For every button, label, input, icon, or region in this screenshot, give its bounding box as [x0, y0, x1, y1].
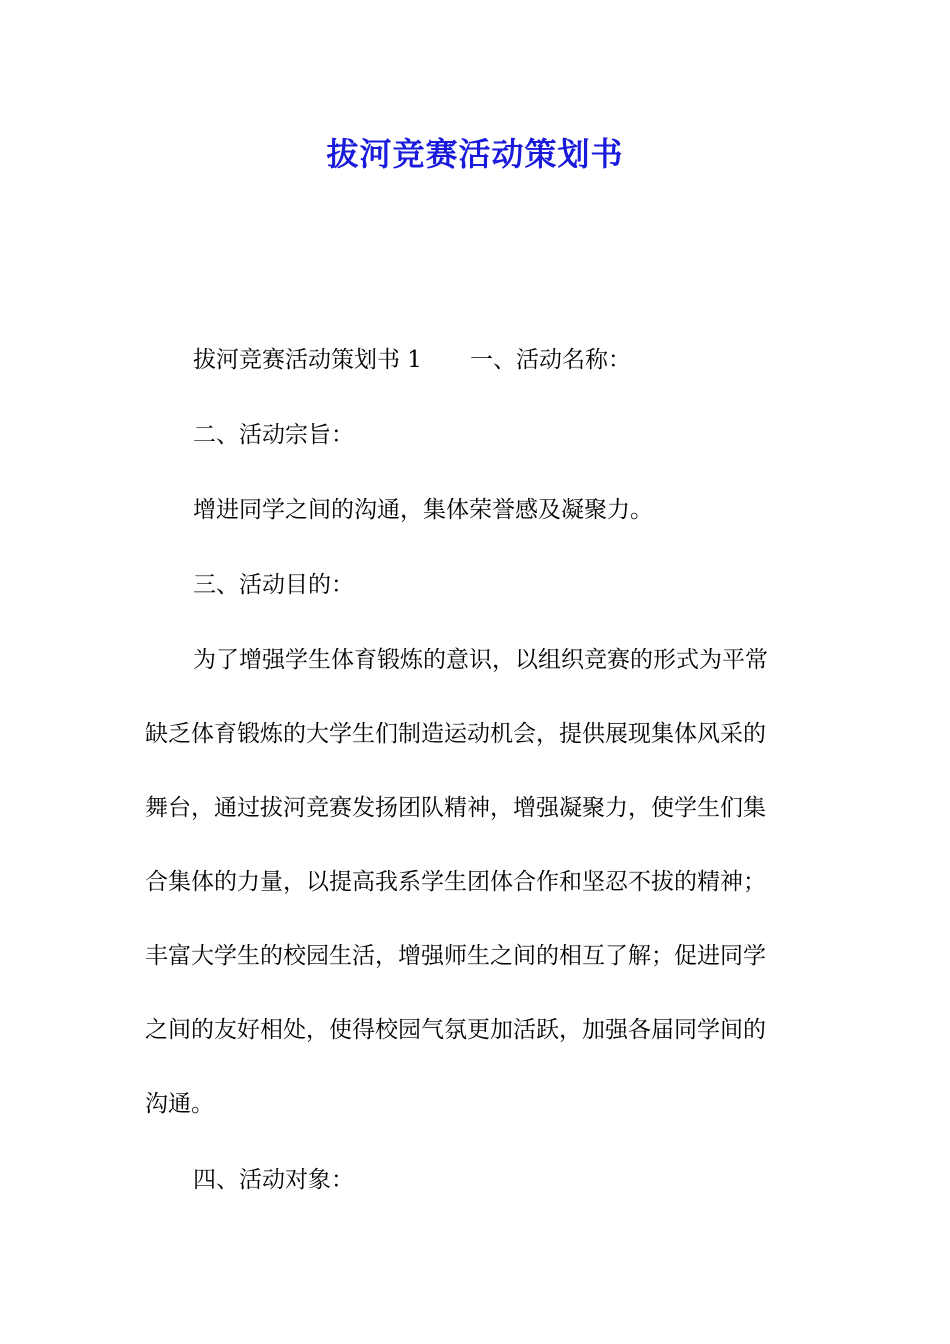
- section-3-heading: 三、活动目的：: [193, 572, 354, 598]
- section-2-body: 增进同学之间的沟通，集体荣誉感及凝聚力。: [193, 497, 653, 523]
- document-title: 拔河竞赛活动策划书: [326, 135, 624, 173]
- heading-line: [193, 342, 858, 378]
- section-4-heading: 四、活动对象：: [193, 1167, 354, 1193]
- section-3-line: 之间的友好相处，使得校园气氛更加活跃，加强各届同学间的: [145, 1017, 766, 1043]
- section-3-line: 丰富大学生的校园生活，增强师生之间的相互了解；促进同学: [145, 943, 766, 969]
- section-3-line: 为了增强学生体育锻炼的意识，以组织竞赛的形式为平常: [193, 647, 768, 673]
- section-3-line: 沟通。: [145, 1091, 214, 1117]
- section-3-line: 合集体的力量，以提高我系学生团体合作和坚忍不拔的精神；: [145, 869, 766, 895]
- section-3-line: 缺乏体育锻炼的大学生们制造运动机会，提供展现集体风采的: [145, 721, 766, 747]
- section-1-heading: 一、活动名称：: [469, 347, 631, 373]
- section-3-line: 舞台，通过拔河竞赛发扬团队精神，增强凝聚力，使学生们集: [145, 795, 766, 821]
- section-2-heading: 二、活动宗旨：: [193, 422, 354, 448]
- doc-subtitle: 拔河竞赛活动策划书 1: [193, 347, 422, 373]
